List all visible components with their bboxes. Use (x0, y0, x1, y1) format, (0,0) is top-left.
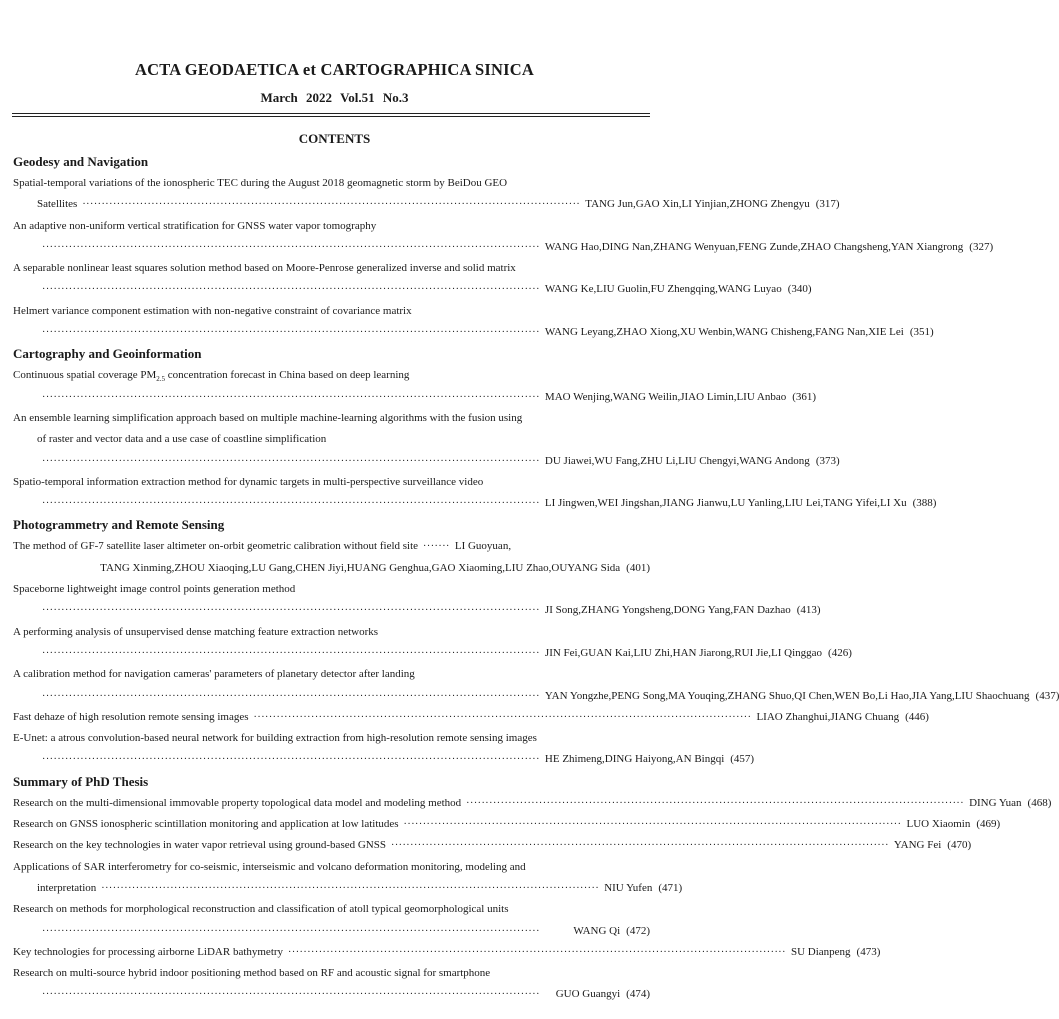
dot-leader: ·································································································································· (42, 327, 540, 339)
toc-entry[interactable] (0, 622, 852, 665)
issue-year: 2022 (306, 90, 333, 105)
entry-page: (340) (787, 283, 812, 296)
dot-leader: ·································································································································· (101, 882, 600, 894)
entry-page: (474) (626, 988, 650, 1001)
entry-title: Continuous spatial coverage $PM_{2.5}$ concentration forecast in China based on deep learning (13, 369, 410, 384)
toc-entry[interactable] (0, 216, 994, 259)
dot-leader: ·································································································································· (288, 946, 786, 958)
toc-entry-line (0, 686, 1059, 707)
entry-authors: SU Dianpeng (790, 945, 851, 958)
toc-entry[interactable] (0, 942, 881, 963)
entry-title: An ensemble learning simplification approach based on multiple machine-learning algorithms with the fusion using (13, 411, 523, 424)
entry-page: (373) (815, 454, 840, 467)
toc-entry-line (0, 237, 994, 258)
toc-entry[interactable] (0, 707, 929, 728)
toc-entry[interactable] (0, 814, 1001, 835)
dot-leader: ······· (423, 541, 450, 553)
entry-title-tail: Research on the multi-dimensional immovable property topological data model and modeling method (13, 796, 462, 809)
toc-entry-line (0, 322, 934, 343)
entry-page: (413) (796, 604, 821, 617)
entry-page: (388) (912, 497, 937, 510)
toc-entry[interactable] (0, 899, 669, 942)
entry-title: Applications of SAR interferometry for co-seismic, interseismic and volcano deformation monitoring, modeling and (13, 860, 526, 873)
dot-leader: ·································································································································· (42, 498, 540, 510)
entry-page: (317) (815, 198, 840, 211)
dot-leader: ·································································································································· (42, 754, 540, 766)
entry-page: (473) (856, 945, 881, 958)
entry-page: (426) (828, 646, 852, 659)
toc-entry-line (0, 600, 821, 621)
header-rule-bottom (12, 116, 650, 117)
dot-leader: ·································································································································· (403, 819, 902, 831)
toc-entry-line (0, 793, 1052, 814)
dot-leader: ·································································································································· (253, 711, 752, 723)
toc-entry-line (0, 835, 972, 856)
toc-entry-line (0, 749, 755, 770)
entry-title: A calibration method for navigation cameras' parameters of planetary detector after landing (13, 668, 415, 681)
toc-entry-line (0, 451, 840, 472)
entry-authors: MAO Wenjing,WANG Weilin,JIAO Limin,LIU Anbao (544, 390, 787, 403)
entry-authors: LIAO Zhanghui,JIANG Chuang (756, 710, 900, 723)
entry-page: (351) (909, 326, 934, 339)
toc-entry-line (0, 387, 817, 408)
issue-number: No.3 (382, 90, 409, 105)
toc-entry-line (0, 643, 852, 664)
dot-leader: ·································································································································· (42, 925, 540, 937)
entry-authors: JIN Fei,GUAN Kai,LIU Zhi,HAN Jiarong,RUI Jie,LI Qinggao (544, 646, 823, 659)
toc-entry[interactable] (0, 365, 817, 408)
issue-volume: Vol.51 (340, 90, 375, 105)
entry-authors: YAN Yongzhe,PENG Song,MA Youqing,ZHANG Shuo,QI Chen,WEN Bo,Li Hao,JIA Yang,LIU Shaochuang (544, 689, 1030, 702)
entry-title: Spatial-temporal variations of the ionospheric TEC during the August 2018 geomagnetic storm by BeiDou GEO (13, 177, 508, 189)
dot-leader: ·································································································································· (390, 840, 889, 852)
toc-entry[interactable] (0, 963, 669, 1006)
entry-title: A separable nonlinear least squares solution method based on Moore-Penrose generalized inverse and solid matrix (13, 262, 516, 275)
section-heading: Cartography and Geoinformation (13, 346, 202, 362)
dot-leader: ·································································································································· (42, 455, 540, 467)
entry-authors: JI Song,ZHANG Yongsheng,DONG Yang,FAN Dazhao (544, 604, 791, 617)
toc-entry[interactable] (0, 258, 812, 301)
entry-title-tail: Fast dehaze of high resolution remote sensing images (13, 710, 249, 723)
entry-authors: LI Jingwen,WEI Jingshan,JIANG Jianwu,LU Yanling,LIU Lei,TANG Yifei,LI Xu (544, 497, 907, 510)
entry-title-tail: Research on the key technologies in water vapor retrieval using ground-based GNSS (13, 839, 386, 852)
toc-entry[interactable] (0, 579, 821, 622)
toc-entry[interactable] (0, 472, 937, 515)
entry-authors: NIU Yufen (604, 881, 653, 894)
entry-authors: LUO Xiaomin (906, 818, 971, 831)
entry-title: Spatio-temporal information extraction method for dynamic targets in multi-perspective surveillance video (13, 475, 484, 488)
entry-authors: WANG Hao,DING Nan,ZHANG Wenyuan,FENG Zunde,ZHAO Changsheng,YAN Xiangrong (544, 240, 964, 253)
entry-page: (401) (626, 561, 650, 574)
toc-entry[interactable] (0, 835, 972, 856)
entry-title-tail: Research on GNSS ionospheric scintillation monitoring and application at low latitudes (13, 818, 399, 831)
toc-entry-line (0, 878, 683, 899)
toc-entry-line (0, 814, 1001, 835)
entry-page: (469) (976, 818, 1001, 831)
issue-line (0, 90, 669, 106)
toc-entry[interactable] (0, 857, 683, 900)
entry-authors: DING Yuan (969, 796, 1022, 809)
entry-title: Research on multi-source hybrid indoor positioning method based on RF and acoustic signal for smartphone (13, 967, 491, 980)
dot-leader: ·································································································································· (42, 647, 540, 659)
toc-entry[interactable] (0, 408, 840, 472)
entry-title: An adaptive non-uniform vertical stratification for GNSS water vapor tomography (13, 219, 377, 232)
entry-authors: DU Jiawei,WU Fang,ZHU Li,LIU Chengyi,WANG Andong (544, 454, 810, 467)
entry-authors: YANG Fei (893, 839, 942, 852)
dot-leader: ·································································································································· (466, 797, 965, 809)
entry-authors: WANG Qi (573, 924, 621, 937)
entry-title: Spaceborne lightweight image control points generation method (13, 583, 296, 596)
toc-entry[interactable] (0, 664, 1059, 707)
toc-entry[interactable] (0, 728, 755, 771)
dot-leader: ·································································································································· (42, 241, 540, 253)
dot-leader: ·································································································································· (82, 199, 581, 211)
issue-month: March (260, 90, 298, 105)
toc-entry-line (0, 558, 669, 579)
entry-title: Research on methods for morphological reconstruction and classification of atoll typical geomorphological units (13, 903, 509, 916)
toc-entry[interactable] (0, 301, 934, 344)
dot-leader: ·································································································································· (42, 989, 540, 1001)
dot-leader: ·································································································································· (42, 284, 540, 296)
section-heading: Geodesy and Navigation (13, 154, 149, 169)
toc-entry-line (0, 942, 881, 963)
entry-page: (361) (792, 390, 817, 403)
toc-entry[interactable] (0, 536, 669, 579)
entry-title: A performing analysis of unsupervised dense matching feature extraction networks (13, 625, 379, 638)
entry-title-tail: interpretation (37, 881, 97, 894)
entry-authors: WANG Ke,LIU Guolin,FU Zhengqing,WANG Luyao (544, 283, 782, 296)
entry-authors: TANG Xinming,ZHOU Xiaoqing,LU Gang,CHEN Jiyi,HUANG Genghua,GAO Xiaoming,LIU Zhao,OUYANG Sida (100, 561, 621, 574)
entry-page: (471) (658, 881, 683, 894)
entry-title-tail: Key technologies for processing airborne LiDAR bathymetry (13, 945, 284, 958)
entry-page: (457) (730, 753, 755, 766)
entry-authors: GUO Guangyi (555, 988, 621, 1001)
entry-page: (470) (947, 839, 972, 852)
entry-page: (437) (1035, 689, 1059, 702)
section-heading: Summary of PhD Thesis (13, 773, 149, 789)
journal-title: ACTA GEODAETICA et CARTOGRAPHICA SINICA (135, 60, 534, 79)
entry-authors: HE Zhimeng,DING Haiyong,AN Bingqi (544, 753, 725, 766)
dot-leader: ·································································································································· (42, 605, 540, 617)
header-rule-top (12, 113, 650, 114)
toc-entry[interactable] (0, 793, 1052, 814)
toc-entry-line (0, 707, 929, 728)
toc-entry-line (0, 279, 812, 300)
entry-title: E-Unet: a atrous convolution-based neural network for building extraction from high-resolution remote sensing images (13, 732, 537, 745)
toc-entry-line (0, 536, 669, 557)
table-of-contents (0, 151, 1059, 1006)
toc-entry-line (0, 921, 669, 942)
toc-entry-line (0, 194, 840, 215)
entry-page: (327) (969, 240, 994, 253)
toc-entry[interactable] (0, 173, 840, 216)
toc-entry-line (0, 493, 937, 514)
entry-title: Helmert variance component estimation with non-negative constraint of covariance matrix (13, 304, 412, 317)
section-heading: Photogrammetry and Remote Sensing (13, 517, 225, 533)
entry-title: The method of GF-7 satellite laser altimeter on-orbit geometric calibration without field site (13, 540, 419, 553)
entry-title-tail: Satellites (37, 198, 78, 211)
entry-authors: WANG Leyang,ZHAO Xiong,XU Wenbin,WANG Chisheng,FANG Nan,XIE Lei (544, 326, 904, 339)
toc-entry-line (0, 984, 669, 1005)
entry-title: of raster and vector data and a use case of coastline simplification (37, 433, 327, 446)
entry-authors: LI Guoyuan, (454, 540, 512, 553)
contents-heading: CONTENTS (298, 131, 371, 146)
entry-page: (446) (905, 710, 929, 723)
dot-leader: ·································································································································· (42, 391, 540, 403)
dot-leader: ·································································································································· (42, 690, 540, 702)
entry-page: (472) (626, 924, 650, 937)
entry-page: (468) (1027, 796, 1052, 809)
entry-authors: TANG Jun,GAO Xin,LI Yinjian,ZHONG Zhengyu (585, 198, 810, 211)
